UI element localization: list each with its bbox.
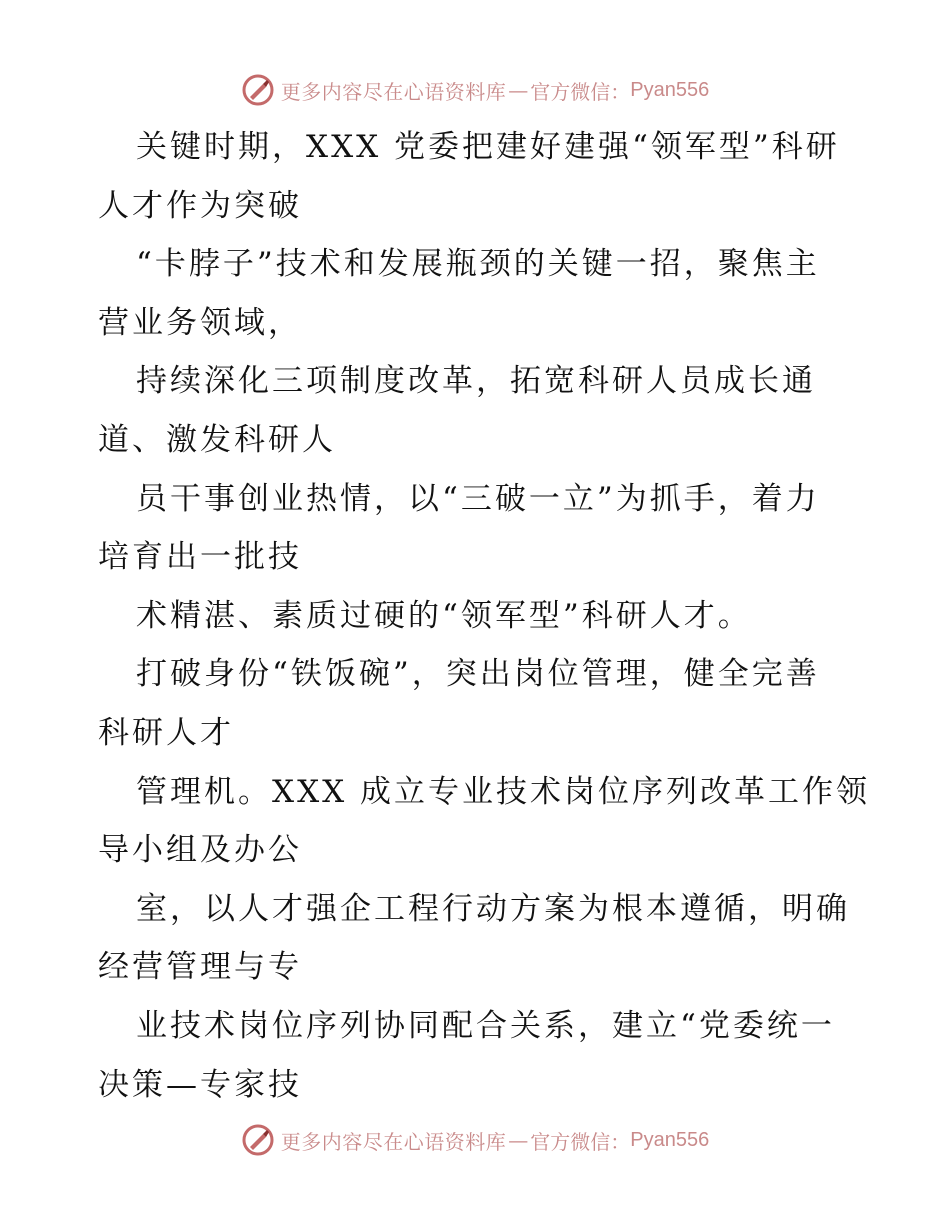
text-line: 决策—专家技 [98,1066,302,1103]
watermark-text: 更多内容尽在心语资料库 [280,1129,507,1154]
text-line: 关键时期，XXX 党委把建好建强“领军型”科研 [136,129,840,165]
text-line: 打破身份“铁饭碗”，突出岗位管理，健全完善 [136,656,820,693]
watermark-separator: — [508,1128,529,1152]
text-line: 术精湛、素质过硬的“领军型”科研人才。 [136,597,752,634]
pen-logo-icon [241,73,275,107]
text-line: 管理机。XXX 成立专业技术岗位序列改革工作领 [136,773,871,810]
text-line: 人才作为突破 [98,187,302,224]
text-line: 室，以人才强企工程行动方案为根本遵循，明确 [136,890,850,927]
text-line: 业技术岗位序列协同配合关系，建立“党委统一 [136,1007,835,1044]
watermark-separator: — [508,78,529,102]
text-line: 培育出一批技 [98,539,302,576]
pen-logo-icon [241,1123,275,1157]
text-line: 导小组及办公 [98,832,302,869]
text-line: 员干事创业热情，以“三破一立”为抓手，着力 [136,480,820,517]
text-line: 科研人才 [98,714,234,751]
watermark-text: 更多内容尽在心语资料库 [280,79,507,104]
text-line: 道、激发科研人 [98,421,336,458]
text-line: 持续深化三项制度改革，拓宽科研人员成长通 [136,363,816,400]
watermark-contact-id: Pyan556 [630,78,710,101]
text-line: “卡脖子”技术和发展瓶颈的关键一招，聚焦主 [136,246,820,283]
watermark-contact-id: Pyan556 [630,1128,710,1151]
watermark-contact-label: 官方微信： [530,79,631,104]
text-line: 经营管理与专 [98,949,302,986]
header-watermark [0,70,950,110]
document-body [98,118,871,1114]
text-line: 营业务领域， [98,304,302,341]
watermark-contact-label: 官方微信： [530,1129,631,1154]
footer-watermark [0,1120,950,1160]
